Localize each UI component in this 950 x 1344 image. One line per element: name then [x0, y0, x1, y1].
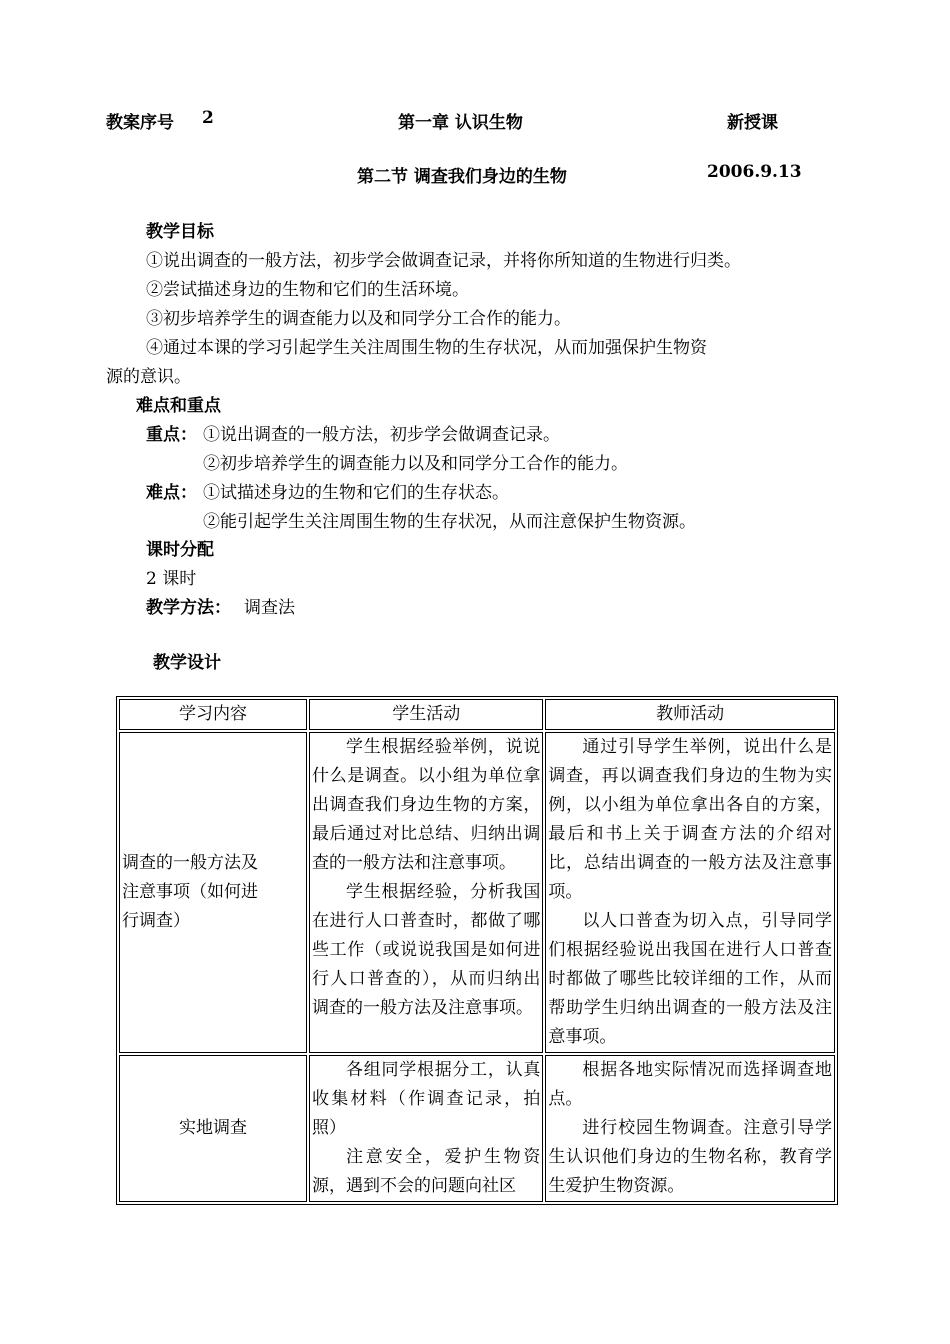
objective-item: ②尝试描述身边的生物和它们的生活环境。 [146, 280, 469, 300]
student-activity-paragraph: 各组同学根据分工，认真收集材料（作调查记录，拍照） [312, 1060, 541, 1138]
method-label: 教学方法： [146, 598, 231, 618]
content-cell: 调查的一般方法及注意事项（如何进行调查） [119, 732, 307, 1053]
key-item: ②初步培养学生的调查能力以及和同学分工合作的能力。 [203, 454, 628, 474]
difficult-item: ①试描述身边的生物和它们的生存状态。 [203, 483, 509, 503]
chapter-title: 第一章 认识生物 [398, 113, 523, 133]
lesson-type: 新授课 [727, 113, 778, 133]
objective-item: 源的意识。 [106, 367, 191, 387]
hours-heading: 课时分配 [146, 540, 214, 560]
column-header: 学习内容 [119, 699, 307, 730]
method-value: 调查法 [244, 598, 295, 618]
student-activity-cell [309, 1055, 543, 1202]
lesson-number-label: 教案序号 [106, 113, 174, 133]
key-points-heading: 难点和重点 [136, 396, 221, 416]
design-heading: 教学设计 [153, 653, 221, 673]
content-cell: 实地调查 [119, 1055, 307, 1202]
student-activity-paragraph: 注意安全，爱护生物资源，遇到不会的问题向社区 [312, 1147, 541, 1196]
column-header: 教师活动 [545, 699, 835, 730]
objectives-heading: 教学目标 [146, 222, 214, 242]
key-label: 重点： [146, 425, 197, 445]
table-row [119, 732, 835, 1053]
column-header: 学生活动 [309, 699, 543, 730]
table-row [119, 1055, 835, 1202]
teacher-activity-paragraph: 根据各地实际情况而选择调查地点。 [548, 1060, 832, 1109]
teacher-activity-cell [545, 1055, 835, 1202]
teacher-activity-paragraph: 通过引导学生举例，说出什么是调查，再以调查我们身边的生物为实例，以小组为单位拿出各自的方案，最后和书上关于调查方法的介绍对比，总结出调查的一般方法及注意事项。 [548, 737, 832, 902]
lesson-date: 2006.9.13 [707, 162, 802, 182]
key-item: ①说出调查的一般方法，初步学会做调查记录。 [203, 425, 560, 445]
student-activity-cell [309, 732, 543, 1053]
table-header-row [119, 699, 835, 730]
section-title: 第二节 调查我们身边的生物 [357, 167, 567, 187]
objective-item: ③初步培养学生的调查能力以及和同学分工合作的能力。 [146, 309, 571, 329]
objective-item: ①说出调查的一般方法，初步学会做调查记录，并将你所知道的生物进行归类。 [146, 251, 741, 271]
difficult-label: 难点： [146, 483, 197, 503]
student-activity-paragraph: 学生根据经验，分析我国在进行人口普查时，都做了哪些工作（或说说我国是如何进行人口普查的），从而归纳出调查的一般方法及注意事项。 [312, 882, 541, 1018]
lesson-number: 2 [202, 108, 214, 128]
teacher-activity-paragraph: 进行校园生物调查。注意引导学生认识他们身边的生物名称，教育学生爱护生物资源。 [548, 1118, 832, 1196]
design-table [116, 696, 838, 1205]
objective-item: ④通过本课的学习引起学生关注周围生物的生存状况，从而加强保护生物资 [146, 338, 707, 358]
student-activity-paragraph: 学生根据经验举例，说说什么是调查。以小组为单位拿出调查我们身边生物的方案，最后通过对比总结、归纳出调查的一般方法和注意事项。 [312, 737, 541, 873]
hours-value: 2 课时 [146, 569, 197, 589]
teacher-activity-cell [545, 732, 835, 1053]
teacher-activity-paragraph: 以人口普查为切入点，引导同学们根据经验说出我国在进行人口普查时都做了哪些比较详细的工作，从而帮助学生归纳出调查的一般方法及注意事项。 [548, 911, 832, 1047]
difficult-item: ②能引起学生关注周围生物的生存状况，从而注意保护生物资源。 [203, 512, 696, 532]
